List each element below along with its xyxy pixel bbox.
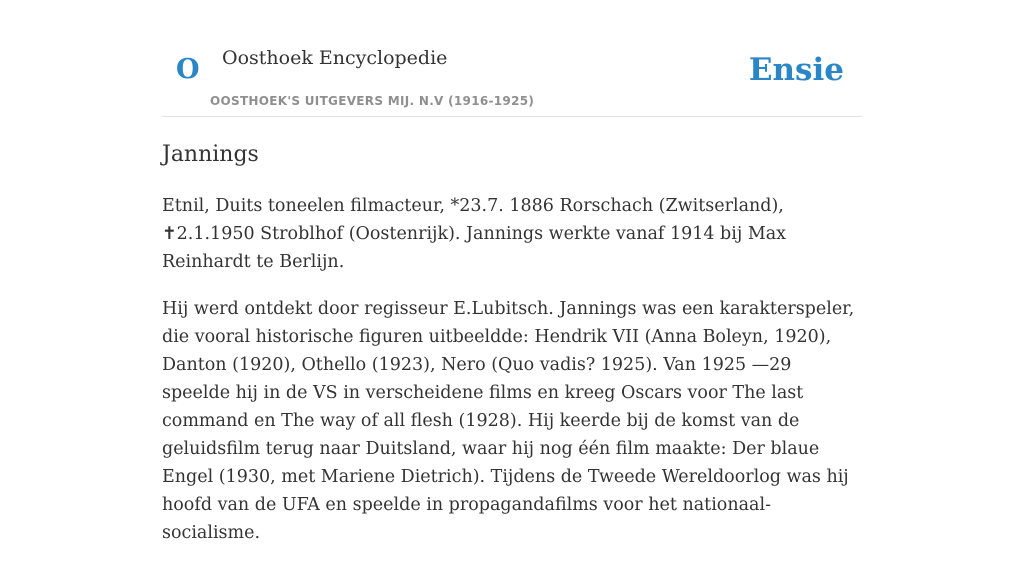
source-logo[interactable]: O xyxy=(176,54,200,85)
entry-paragraph: Etnil, Duits toneelen filmacteur, *23.7. 1886 Rorschach (Zwitserland), ✝2.1.1950 Stroblhof (Oostenrijk). Jannings werkte vanaf 1914 bij Max Reinhardt te Berlijn. xyxy=(162,196,787,272)
source-publisher: OOSTHOEK'S UITGEVERS MIJ. N.V (1916-1925) xyxy=(210,94,535,108)
entry-paragraph: Hij werd ontdekt door regisseur E.Lubitsch. Jannings was een karakterspeler, die vooral historische figuren uitbeeldde: Hendrik VII (Anna Boleyn, 1920), Danton (1920), Othello (1923), Nero (Quo vadis? 1925). Van 1925 —29 speelde hij in de VS in verscheidene films en kreeg Oscars voor The last command en The way of all flesh (1928). Hij keerde bij de komst van de geluidsfilm terug naar Duitsland, waar hij nog één film maakte: Der blaue Engel (1930, met Mariene Dietrich). Tijdens de Tweede Wereldoorlog was hij hoofd van de UFA en speelde in propagandafilms voor het nationaal-socialisme. xyxy=(162,299,855,543)
entry-title: Jannings xyxy=(162,142,259,167)
source-title[interactable]: Oosthoek Encyclopedie xyxy=(222,47,448,69)
brand-logo[interactable]: Ensie xyxy=(748,52,844,88)
entry-content xyxy=(162,140,862,566)
page-header xyxy=(162,0,862,117)
